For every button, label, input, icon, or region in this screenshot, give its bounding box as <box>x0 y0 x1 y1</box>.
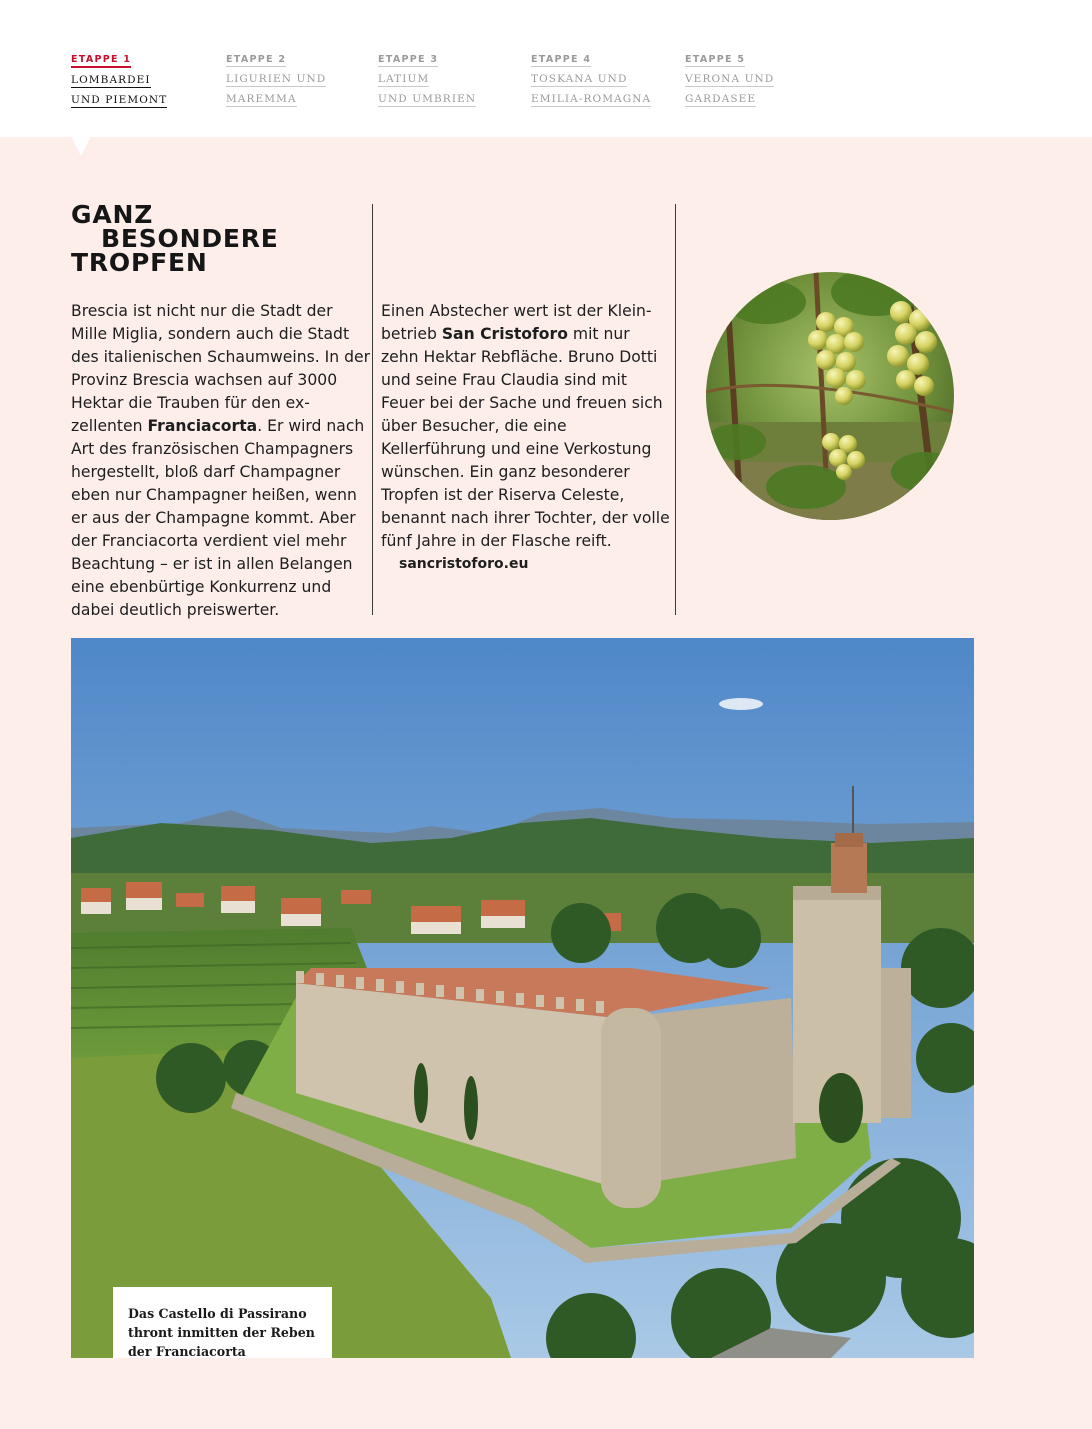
stage-number: ETAPPE 5 <box>685 54 746 65</box>
stage-title-line-2: GARDASEE <box>685 93 757 105</box>
stage-title-line-1: LIGURIEN UND <box>226 73 327 85</box>
highlight-san-cristoforo: San Cristoforo <box>441 325 568 343</box>
photo-caption <box>113 1287 332 1358</box>
column-divider-2 <box>675 204 676 615</box>
body-text: Brescia ist nicht nur die Stadt der Mille Miglia, sondern auch die Stadt des italienischen Schaumweins. In der Provinz Brescia wachsen auf 3000 Hektar die Trauben für den exzellenten <box>71 302 370 435</box>
website-link[interactable]: sancristoforo.eu <box>399 556 529 572</box>
body-text: Einen Abstecher wert ist der Kleinbetrieb <box>381 302 652 343</box>
article-headline <box>71 200 279 277</box>
stage-number: ETAPPE 3 <box>378 54 439 65</box>
caption-line-3: der Franciacorta <box>128 1344 246 1359</box>
stage-title-line-1: VERONA UND <box>685 73 775 85</box>
stage-title-line-2: MAREMMA <box>226 93 297 105</box>
caption-line-2: thront inmitten der Reben <box>128 1325 315 1340</box>
stage-title-line-1: LOMBARDEI <box>71 74 151 86</box>
stage-tab-2[interactable] <box>226 53 326 113</box>
body-text: . Er wird nach Art des französischen Champagners hergestellt, bloß darf Champagner eben nur Champagner heißen, wenn er aus der Champagne kommt. Aber der Franciacorta verdient viel mehr Beachtung – er ist in allen Belangen eine ebenbürtige Konkurrenz und dabei deutlich preiswerter. <box>71 417 365 619</box>
grapes-photo <box>706 272 954 520</box>
stage-tab-4[interactable] <box>531 53 651 113</box>
stage-title-line-2: EMILIA-ROMAGNA <box>531 93 652 105</box>
stage-tab-1[interactable] <box>71 53 167 114</box>
headline-line-1: GANZ <box>71 200 154 229</box>
body-column-2 <box>381 300 671 575</box>
highlight-franciacorta: Franciacorta <box>147 417 258 435</box>
headline-line-3: TROPFEN <box>71 248 208 277</box>
active-stage-pointer <box>71 136 91 156</box>
body-text: mit nur zehn Hektar Rebfläche. Bruno Dotti und seine Frau Claudia sind mit Feuer bei der Sache und freuen sich über Besucher, die eine Kellerführung und eine Verkostung wünschen. Ein ganz besonderer Tropfen ist der Riserva Celeste, benannt nach ihrer Tochter, der volle fünf Jahre in der Flasche reift. <box>381 325 670 550</box>
stage-tab-5[interactable] <box>685 53 774 113</box>
stage-title-line-2: UND UMBRIEN <box>378 93 477 105</box>
stage-title-line-1: LATIUM <box>378 73 430 85</box>
stage-number: ETAPPE 4 <box>531 54 592 65</box>
column-divider-1 <box>372 204 373 615</box>
stage-title-line-2: UND PIEMONT <box>71 94 168 106</box>
stage-number: ETAPPE 2 <box>226 54 287 65</box>
caption-line-1: Das Castello di Passirano <box>128 1306 307 1321</box>
stage-tab-3[interactable] <box>378 53 476 113</box>
castle-photo <box>71 638 974 1358</box>
stage-number: ETAPPE 1 <box>71 54 131 68</box>
stage-title-line-1: TOSKANA UND <box>531 73 628 85</box>
body-column-1 <box>71 300 371 622</box>
headline-line-2: BESONDERE <box>101 224 279 253</box>
